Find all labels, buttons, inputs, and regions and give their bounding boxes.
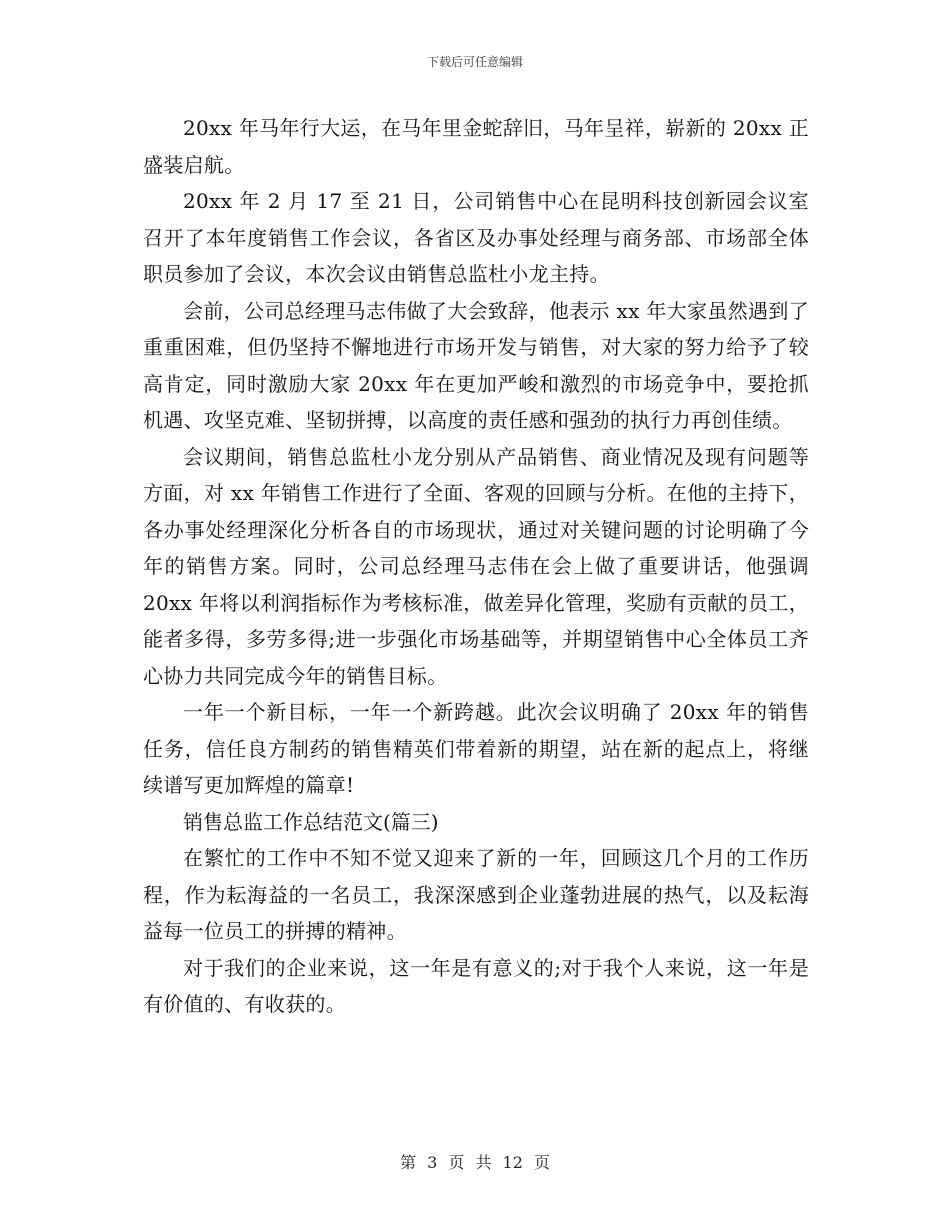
document-body xyxy=(143,110,809,1023)
paragraph-meaningful-year: 对于我们的企业来说，这一年是有意义的;对于我个人来说，这一年是有价值的、有收获的。 xyxy=(143,955,809,1016)
paragraph-gm-speech: 会前，公司总经理马志伟做了大会致辞，他表示 xx 年大家虽然遇到了重重困难，但仍坚持不懈地进行市场开发与销售，对大家的努力给予了较高肯定，同时激励大家 20xx 年在更加严峻和激烈的市场竞争中，要抢抓机遇、攻坚克难、坚韧拼搏，以高度的责任感和强劲的执行力再创佳绩。 xyxy=(143,298,809,432)
paragraph-new-goal: 一年一个新目标，一年一个新跨越。此次会议明确了 20xx 年的销售任务，信任良方制药的销售精英们带着新的期望，站在新的起点上，将继续谱写更加辉煌的篇章! xyxy=(143,700,809,797)
paragraph-meeting-info: 20xx 年 2 月 17 至 21 日，公司销售中心在昆明科技创新园会议室召开了本年度销售工作会议，各省区及办事处经理与商务部、市场部全体职员参加了会议，本次会议由销售总监杜小龙主持。 xyxy=(143,189,809,286)
page-number: 第 3 页 共 12 页 xyxy=(400,1153,550,1172)
section-title: 销售总监工作总结范文(篇三) xyxy=(183,809,439,834)
paragraph-opening: 20xx 年马年行大运，在马年里金蛇辞旧，马年呈祥，崭新的 20xx 正盛装启航。 xyxy=(143,116,809,177)
page-header: 下载后可任意编辑 xyxy=(426,55,523,69)
paragraph-new-year: 在繁忙的工作中不知不觉又迎来了新的一年，回顾这几个月的工作历程，作为耘海益的一名员工，我深深感到企业蓬勃进展的热气，以及耘海益每一位员工的拼搏的精神。 xyxy=(143,846,809,943)
paragraph-meeting-review: 会议期间，销售总监杜小龙分别从产品销售、商业情况及现有问题等方面，对 xx 年销售工作进行了全面、客观的回顾与分析。在他的主持下，各办事处经理深化分析各自的市场现状，通过对关键问题的讨论明确了今年的销售方案。同时，公司总经理马志伟在会上做了重要讲话，他强调 20xx 年将以利润指标作为考核标准，做差异化管理，奖励有贡献的员工，能者多得，多劳多得;进一步强化市场基础等，并期望销售中心全体员工齐心协力共同完成今年的销售目标。 xyxy=(143,444,809,688)
